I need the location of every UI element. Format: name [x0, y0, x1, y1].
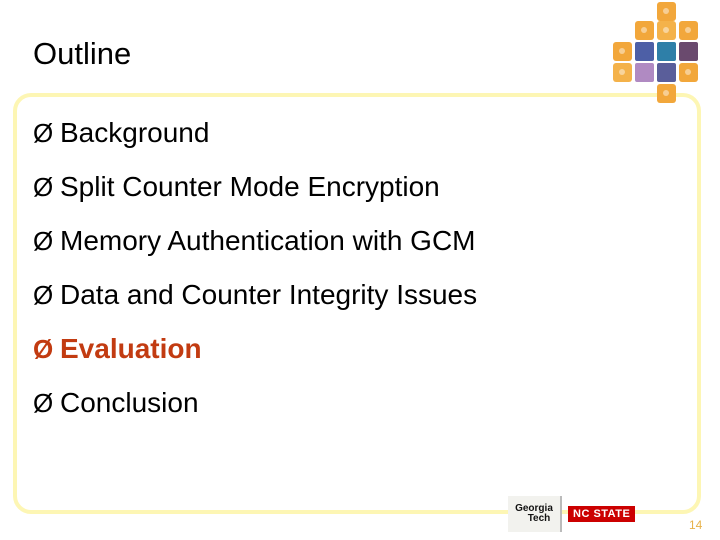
bullet-list	[33, 106, 477, 430]
arrow-bullet-icon: Ø	[33, 118, 54, 148]
institution-logos	[508, 496, 635, 532]
georgia-tech-logo: Georgia Tech	[508, 496, 562, 532]
arrow-bullet-icon: Ø	[33, 226, 54, 256]
bullet-item-background	[33, 106, 477, 160]
arrow-bullet-icon: Ø	[33, 280, 54, 310]
arrow-bullet-icon: Ø	[33, 334, 54, 364]
bullet-label: Memory Authentication with GCM	[60, 225, 476, 256]
bullet-item-split-counter	[33, 160, 477, 214]
nc-state-logo: NC STATE	[568, 506, 635, 522]
bullet-item-memory-auth	[33, 214, 477, 268]
bullet-label: Conclusion	[60, 387, 199, 418]
arrow-bullet-icon: Ø	[33, 388, 54, 418]
bullet-label: Split Counter Mode Encryption	[60, 171, 440, 202]
bullet-label: Background	[60, 117, 210, 148]
bullet-label: Evaluation	[60, 333, 202, 364]
tile-cross-decoration-icon	[612, 0, 702, 104]
arrow-bullet-icon: Ø	[33, 172, 54, 202]
bullet-item-evaluation	[33, 322, 477, 376]
slide-title: Outline	[33, 36, 132, 71]
bullet-label: Data and Counter Integrity Issues	[60, 279, 478, 310]
bullet-item-integrity	[33, 268, 477, 322]
page-number: 14	[689, 518, 703, 532]
bullet-item-conclusion	[33, 376, 477, 430]
